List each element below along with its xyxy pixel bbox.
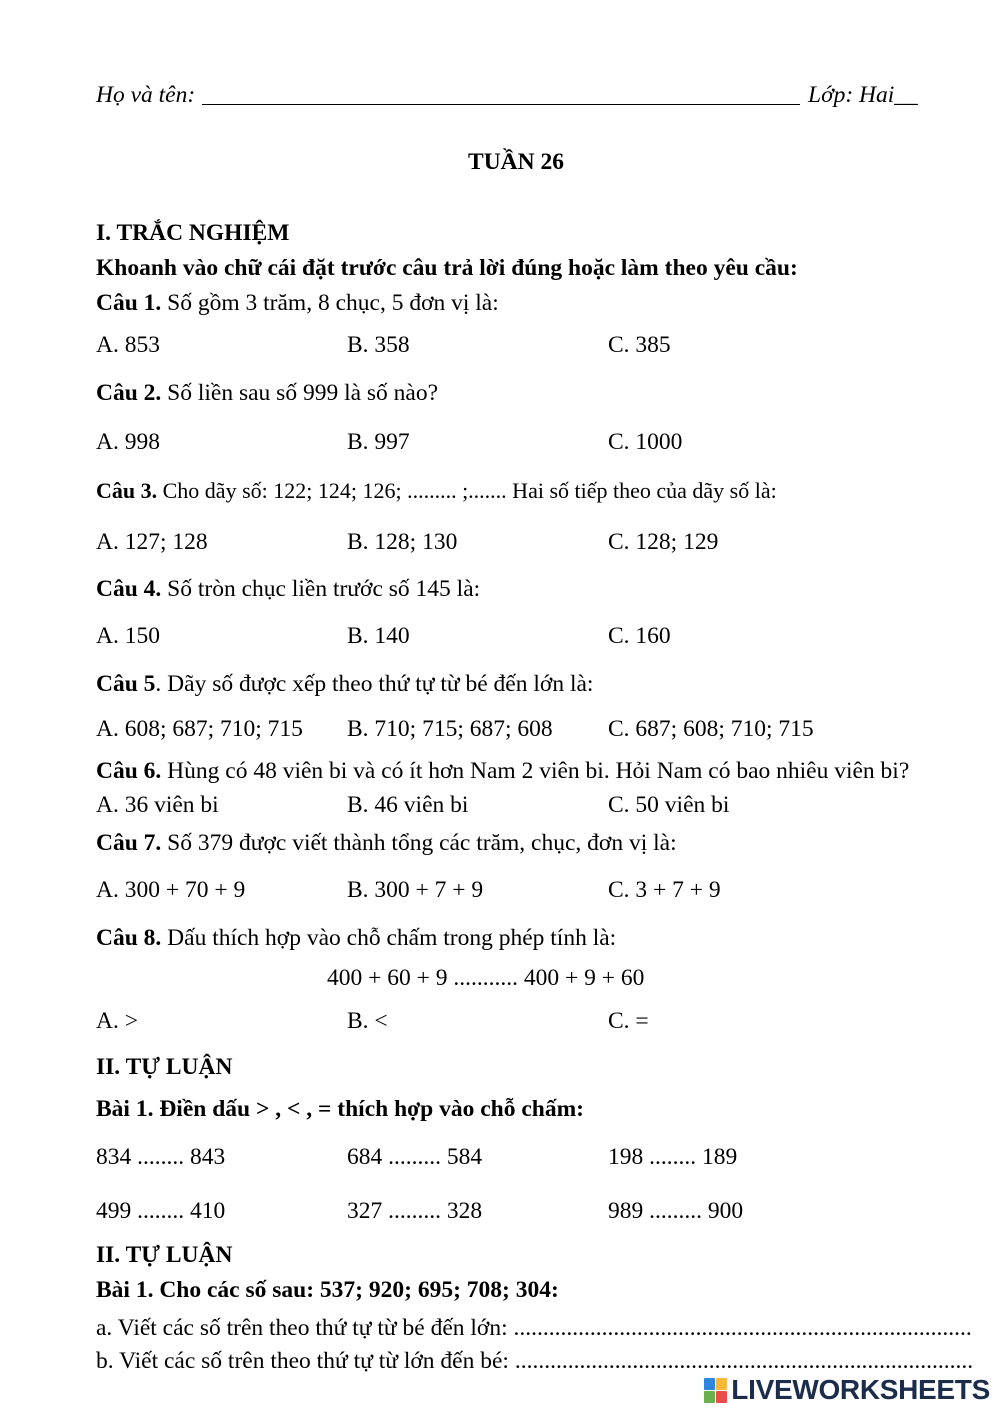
compare-item: 989 ......... 900	[608, 1198, 744, 1224]
logo-tile	[704, 1391, 715, 1403]
question-label: Câu 7.	[96, 830, 162, 856]
question-3-options	[0, 528, 1000, 556]
question-text: Cho dãy số: 122; 124; 126; ......... ;....... Hai số tiếp theo của dãy số là:	[157, 478, 777, 503]
compare-item: 834 ........ 843	[96, 1144, 226, 1170]
question-label: Câu 4.	[96, 576, 162, 602]
option-c[interactable]: C. 385	[608, 332, 671, 358]
question-7-options	[0, 876, 1000, 904]
option-b[interactable]: B. <	[347, 1008, 388, 1034]
question-label: Câu 3.	[96, 478, 158, 503]
option-a[interactable]: A. 36 viên bi	[96, 792, 219, 818]
instruction: Khoanh vào chữ cái đặt trước câu trả lời đúng hoặc làm theo yêu cầu:	[96, 255, 798, 281]
option-b[interactable]: B. 997	[347, 429, 410, 455]
question-text: . Dãy số được xếp theo thứ tự từ bé đến lớn là:	[155, 671, 594, 697]
compare-item: 327 ......... 328	[347, 1198, 483, 1224]
option-a[interactable]: A. 608; 687; 710; 715	[96, 716, 303, 742]
order-item-a	[96, 1314, 972, 1342]
answer-dots: ..............................................................................	[514, 1348, 974, 1374]
option-b[interactable]: B. 300 + 7 + 9	[347, 877, 484, 903]
compare-item: 499 ........ 410	[96, 1198, 226, 1224]
question-4-options	[0, 622, 1000, 650]
option-a[interactable]: A. 150	[96, 623, 160, 649]
student-name-label: Họ và tên:	[96, 82, 196, 108]
option-c[interactable]: C. 128; 129	[608, 529, 719, 555]
question-label: Câu 8.	[96, 925, 162, 951]
option-a[interactable]: A. 300 + 70 + 9	[96, 877, 246, 903]
option-b[interactable]: B. 710; 715; 687; 608	[347, 716, 553, 742]
option-a[interactable]: A. 998	[96, 429, 160, 455]
option-b[interactable]: B. 128; 130	[347, 529, 458, 555]
exercise-compare-title: Bài 1. Điền dấu > , < , = thích hợp vào chỗ chấm:	[96, 1096, 584, 1122]
liveworksheets-logo-text: LIVEWORKSHEETS	[731, 1374, 990, 1405]
question-2-options	[0, 428, 1000, 456]
question-8-expression: 400 + 60 + 9 ........... 400 + 9 + 60	[327, 965, 645, 991]
option-a[interactable]: A. 127; 128	[96, 529, 208, 555]
compare-row	[0, 1197, 1000, 1225]
section-heading-essay-2: II. TỰ LUẬN	[96, 1242, 233, 1268]
question-8	[96, 924, 616, 952]
option-a[interactable]: A. 853	[96, 332, 160, 358]
compare-item: 684 ......... 584	[347, 1144, 483, 1170]
question-6	[96, 757, 909, 785]
logo-tile	[716, 1391, 727, 1403]
option-b[interactable]: B. 46 viên bi	[347, 792, 469, 818]
order-item-b	[96, 1347, 973, 1375]
student-name-blank	[202, 104, 800, 105]
question-1	[96, 289, 499, 317]
question-6-options	[0, 791, 1000, 819]
question-7	[96, 829, 677, 857]
exercise-order-title: Bài 1. Cho các số sau: 537; 920; 695; 708; 304:	[96, 1277, 559, 1303]
answer-dots: ..............................................................................	[513, 1315, 972, 1341]
question-4	[96, 575, 480, 603]
liveworksheets-logo	[704, 1374, 990, 1406]
section-heading-multiple-choice: I. TRẮC NGHIỆM	[96, 220, 290, 246]
liveworksheets-logo-icon	[704, 1378, 727, 1403]
question-label: Câu 2.	[96, 380, 162, 406]
question-1-options	[0, 331, 1000, 359]
question-text: Số gồm 3 trăm, 8 chục, 5 đơn vị là:	[161, 290, 499, 316]
option-b[interactable]: B. 358	[347, 332, 410, 358]
question-2	[96, 379, 438, 407]
option-a[interactable]: A. >	[96, 1008, 138, 1034]
option-c[interactable]: C. 50 viên bi	[608, 792, 730, 818]
option-c[interactable]: C. 1000	[608, 429, 683, 455]
question-text: Dấu thích hợp vào chỗ chấm trong phép tính là:	[161, 925, 617, 951]
question-label: Câu 6.	[96, 758, 162, 784]
order-item-text: a. Viết các số trên theo thứ tự từ bé đến lớn:	[96, 1315, 514, 1341]
compare-row	[0, 1143, 1000, 1171]
question-text: Số liền sau số 999 là số nào?	[161, 380, 439, 406]
question-8-options	[0, 1007, 1000, 1035]
section-heading-essay: II. TỰ LUẬN	[96, 1054, 233, 1080]
option-b[interactable]: B. 140	[347, 623, 410, 649]
order-item-text: b. Viết các số trên theo thứ tự từ lớn đến bé:	[96, 1348, 515, 1374]
question-text: Hùng có 48 viên bi và có ít hơn Nam 2 viên bi. Hỏi Nam có bao nhiêu viên bi?	[161, 758, 910, 784]
question-5	[96, 670, 593, 698]
question-label: Câu 5	[96, 671, 156, 697]
question-5-options	[0, 715, 1000, 743]
question-text: Số 379 được viết thành tổng các trăm, chục, đơn vị là:	[161, 830, 677, 856]
option-c[interactable]: C. 3 + 7 + 9	[608, 877, 721, 903]
question-text: Số tròn chục liền trước số 145 là:	[161, 576, 481, 602]
question-label: Câu 1.	[96, 290, 162, 316]
class-label: Lớp: Hai__	[808, 82, 918, 108]
option-c[interactable]: C. 160	[608, 623, 671, 649]
page-title: TUẦN 26	[468, 149, 564, 175]
logo-tile	[716, 1378, 727, 1390]
question-3	[96, 477, 777, 505]
option-c[interactable]: C. 687; 608; 710; 715	[608, 716, 814, 742]
logo-tile	[704, 1378, 715, 1390]
compare-item: 198 ........ 189	[608, 1144, 738, 1170]
option-c[interactable]: C. =	[608, 1008, 649, 1034]
